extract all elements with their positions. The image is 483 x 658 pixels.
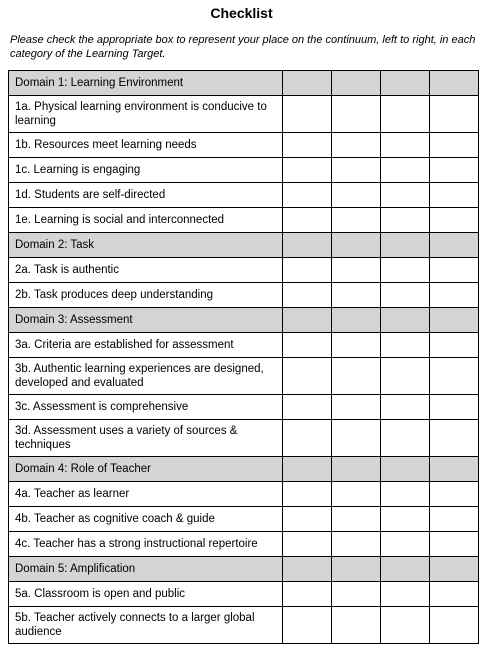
item-label: 4c. Teacher has a strong instructional repertoire [9, 532, 283, 557]
continuum-box [381, 71, 430, 96]
continuum-box [381, 457, 430, 482]
item-label: 4a. Teacher as learner [9, 482, 283, 507]
checkbox-cell[interactable] [283, 283, 332, 308]
checklist-item-row [9, 183, 479, 208]
domain-label: Domain 5: Amplification [9, 557, 283, 582]
checklist-item-row [9, 96, 479, 133]
continuum-box [381, 557, 430, 582]
checkbox-cell[interactable] [283, 582, 332, 607]
checkbox-cell[interactable] [430, 532, 479, 557]
continuum-box [283, 233, 332, 258]
checkbox-cell[interactable] [430, 208, 479, 233]
checkbox-cell[interactable] [430, 420, 479, 457]
continuum-box [332, 457, 381, 482]
checkbox-cell[interactable] [381, 607, 430, 644]
checkbox-cell[interactable] [332, 183, 381, 208]
checklist-item-row [9, 507, 479, 532]
checkbox-cell[interactable] [430, 183, 479, 208]
continuum-box [430, 457, 479, 482]
checkbox-cell[interactable] [332, 607, 381, 644]
continuum-box [381, 308, 430, 333]
continuum-box [283, 71, 332, 96]
continuum-box [332, 71, 381, 96]
checkbox-cell[interactable] [332, 258, 381, 283]
checkbox-cell[interactable] [332, 482, 381, 507]
continuum-box [332, 557, 381, 582]
page-title: Checklist [210, 5, 273, 21]
checkbox-cell[interactable] [381, 532, 430, 557]
checkbox-cell[interactable] [430, 507, 479, 532]
checklist-item-row [9, 208, 479, 233]
checkbox-cell[interactable] [381, 258, 430, 283]
checklist-item-row [9, 258, 479, 283]
checkbox-cell[interactable] [283, 208, 332, 233]
domain-row [9, 457, 479, 482]
checkbox-cell[interactable] [381, 183, 430, 208]
continuum-box [381, 233, 430, 258]
checkbox-cell[interactable] [332, 158, 381, 183]
checkbox-cell[interactable] [430, 258, 479, 283]
checklist-item-row [9, 358, 479, 395]
continuum-box [430, 557, 479, 582]
checkbox-cell[interactable] [381, 333, 430, 358]
checklist-item-row [9, 532, 479, 557]
checkbox-cell[interactable] [430, 333, 479, 358]
item-label: 3c. Assessment is comprehensive [9, 395, 283, 420]
continuum-box [283, 557, 332, 582]
checkbox-cell[interactable] [430, 158, 479, 183]
item-label: 5a. Classroom is open and public [9, 582, 283, 607]
checkbox-cell[interactable] [283, 133, 332, 158]
checkbox-cell[interactable] [332, 532, 381, 557]
checklist-item-row [9, 395, 479, 420]
domain-label: Domain 2: Task [9, 233, 283, 258]
continuum-box [430, 308, 479, 333]
checkbox-cell[interactable] [283, 507, 332, 532]
domain-label: Domain 1: Learning Environment [9, 71, 283, 96]
checkbox-cell[interactable] [430, 582, 479, 607]
continuum-box [283, 308, 332, 333]
continuum-box [283, 457, 332, 482]
checkbox-cell[interactable] [332, 420, 381, 457]
checkbox-cell[interactable] [332, 333, 381, 358]
checkbox-cell[interactable] [283, 482, 332, 507]
checkbox-cell[interactable] [381, 395, 430, 420]
item-label: 3b. Authentic learning experiences are designed, developed and evaluated [9, 358, 283, 395]
checkbox-cell[interactable] [332, 507, 381, 532]
item-label: 1c. Learning is engaging [9, 158, 283, 183]
checkbox-cell[interactable] [332, 133, 381, 158]
checkbox-cell[interactable] [381, 96, 430, 133]
continuum-box [430, 71, 479, 96]
checkbox-cell[interactable] [430, 283, 479, 308]
checklist-item-row [9, 283, 479, 308]
checkbox-cell[interactable] [381, 420, 430, 457]
checkbox-cell[interactable] [381, 507, 430, 532]
domain-row [9, 557, 479, 582]
checkbox-cell[interactable] [332, 582, 381, 607]
domain-label: Domain 3: Assessment [9, 308, 283, 333]
domain-label: Domain 4: Role of Teacher [9, 457, 283, 482]
item-label: 3d. Assessment uses a variety of sources & techniques [9, 420, 283, 457]
checkbox-cell[interactable] [283, 358, 332, 395]
item-label: 4b. Teacher as cognitive coach & guide [9, 507, 283, 532]
checkbox-cell[interactable] [381, 482, 430, 507]
checkbox-cell[interactable] [430, 133, 479, 158]
item-label: 1b. Resources meet learning needs [9, 133, 283, 158]
domain-row [9, 233, 479, 258]
checkbox-cell[interactable] [283, 607, 332, 644]
checklist-item-row [9, 607, 479, 644]
checkbox-cell[interactable] [381, 208, 430, 233]
checkbox-cell[interactable] [332, 283, 381, 308]
checkbox-cell[interactable] [430, 96, 479, 133]
checkbox-cell[interactable] [283, 158, 332, 183]
checkbox-cell[interactable] [430, 607, 479, 644]
checkbox-cell[interactable] [381, 582, 430, 607]
checkbox-cell[interactable] [332, 395, 381, 420]
item-label: 2a. Task is authentic [9, 258, 283, 283]
checkbox-cell[interactable] [283, 532, 332, 557]
continuum-box [332, 308, 381, 333]
checkbox-cell[interactable] [283, 96, 332, 133]
domain-row [9, 71, 479, 96]
checkbox-cell[interactable] [381, 358, 430, 395]
checkbox-cell[interactable] [332, 208, 381, 233]
checkbox-cell[interactable] [381, 133, 430, 158]
checklist-item-row [9, 582, 479, 607]
checkbox-cell[interactable] [283, 420, 332, 457]
checklist-table [8, 70, 479, 644]
checkbox-cell[interactable] [332, 96, 381, 133]
item-label: 1d. Students are self-directed [9, 183, 283, 208]
checkbox-cell[interactable] [381, 158, 430, 183]
item-label: 2b. Task produces deep understanding [9, 283, 283, 308]
item-label: 5b. Teacher actively connects to a larger global audience [9, 607, 283, 644]
checkbox-cell[interactable] [430, 358, 479, 395]
continuum-box [430, 233, 479, 258]
checklist-item-row [9, 333, 479, 358]
checkbox-cell[interactable] [283, 333, 332, 358]
checklist-item-row [9, 158, 479, 183]
item-label: 1e. Learning is social and interconnected [9, 208, 283, 233]
checkbox-cell[interactable] [430, 482, 479, 507]
domain-row [9, 308, 479, 333]
item-label: 3a. Criteria are established for assessment [9, 333, 283, 358]
checkbox-cell[interactable] [332, 358, 381, 395]
checkbox-cell[interactable] [430, 395, 479, 420]
checkbox-cell[interactable] [283, 258, 332, 283]
continuum-box [332, 233, 381, 258]
checkbox-cell[interactable] [283, 395, 332, 420]
checkbox-cell[interactable] [283, 183, 332, 208]
checkbox-cell[interactable] [381, 283, 430, 308]
item-label: 1a. Physical learning environment is conducive to learning [9, 96, 283, 133]
checklist-item-row [9, 133, 479, 158]
instructions-text: Please check the appropriate box to represent your place on the continuum, left to right, in each category of the Learning Target. [10, 34, 476, 60]
checklist-item-row [9, 482, 479, 507]
checklist-item-row [9, 420, 479, 457]
